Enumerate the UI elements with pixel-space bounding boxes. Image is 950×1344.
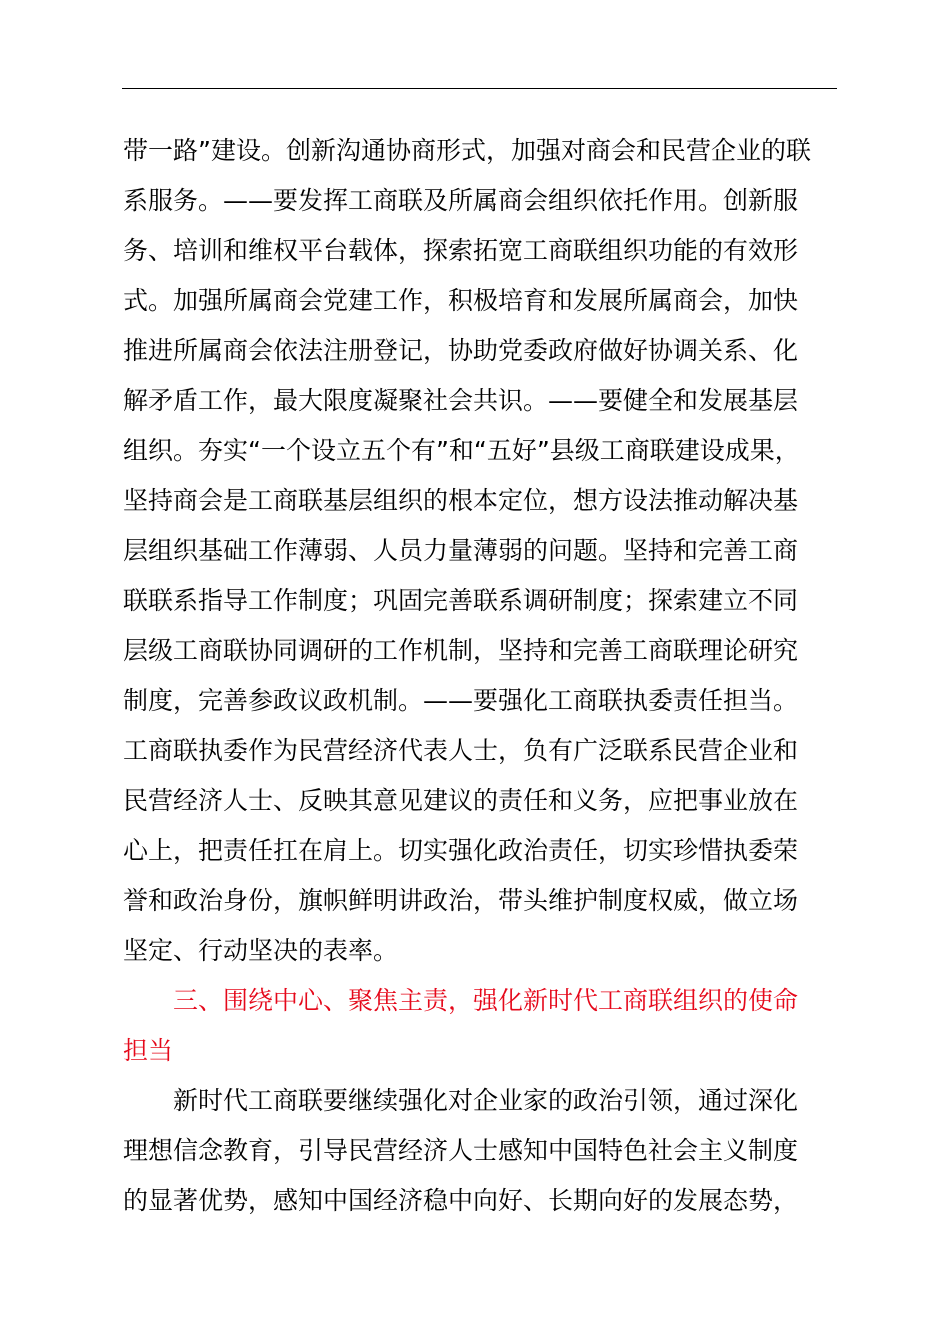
section-paragraph bbox=[123, 1076, 838, 1226]
paragraph-line: 心上，把责任扛在肩上。切实强化政治责任，切实珍惜执委荣 bbox=[123, 836, 799, 865]
paragraph-line: 层级工商联协同调研的工作机制，坚持和完善工商联理论研究 bbox=[123, 636, 799, 665]
paragraph-line: 制度，完善参政议政机制。——要强化工商联执委责任担当。 bbox=[123, 686, 799, 715]
paragraph-line: 坚定、行动坚决的表率。 bbox=[123, 936, 399, 965]
paragraph-line: 解矛盾工作，最大限度凝聚社会共识。——要健全和发展基层 bbox=[123, 386, 799, 415]
paragraph-line: 层组织基础工作薄弱、人员力量薄弱的问题。坚持和完善工商 bbox=[123, 536, 799, 565]
section-heading-line: 三、围绕中心、聚焦主责，强化新时代工商联组织的使命 bbox=[173, 986, 799, 1015]
paragraph-line: 推进所属商会依法注册登记，协助党委政府做好协调关系、化 bbox=[123, 336, 799, 365]
paragraph-line: 民营经济人士、反映其意见建议的责任和义务，应把事业放在 bbox=[123, 786, 799, 815]
paragraph-line: 新时代工商联要继续强化对企业家的政治引领，通过深化 bbox=[173, 1086, 799, 1115]
continuation-paragraph bbox=[123, 126, 838, 976]
paragraph-line: 誉和政治身份，旗帜鲜明讲政治，带头维护制度权威，做立场 bbox=[123, 886, 799, 915]
section-heading-line: 担当 bbox=[123, 1036, 174, 1065]
paragraph-line: 式。加强所属商会党建工作，积极培育和发展所属商会，加快 bbox=[123, 286, 799, 315]
paragraph-line: 工商联执委作为民营经济代表人士，负有广泛联系民营企业和 bbox=[123, 736, 799, 765]
paragraph-line: 联联系指导工作制度；巩固完善联系调研制度；探索建立不同 bbox=[123, 586, 799, 615]
header-rule bbox=[122, 88, 837, 89]
paragraph-line: 组织。夯实“一个设立五个有”和“五好”县级工商联建设成果， bbox=[123, 436, 800, 465]
paragraph-line: 系服务。——要发挥工商联及所属商会组织依托作用。创新服 bbox=[123, 186, 799, 215]
paragraph-line: 的显著优势，感知中国经济稳中向好、长期向好的发展态势， bbox=[123, 1186, 799, 1215]
paragraph-line: 务、培训和维权平台载体，探索拓宽工商联组织功能的有效形 bbox=[123, 236, 799, 265]
paragraph-line: 带一路”建设。创新沟通协商形式，加强对商会和民营企业的联 bbox=[123, 136, 811, 165]
section-heading bbox=[123, 976, 838, 1076]
document-body bbox=[123, 126, 838, 1226]
paragraph-line: 坚持商会是工商联基层组织的根本定位，想方设法推动解决基 bbox=[123, 486, 799, 515]
paragraph-line: 理想信念教育，引导民营经济人士感知中国特色社会主义制度 bbox=[123, 1136, 799, 1165]
